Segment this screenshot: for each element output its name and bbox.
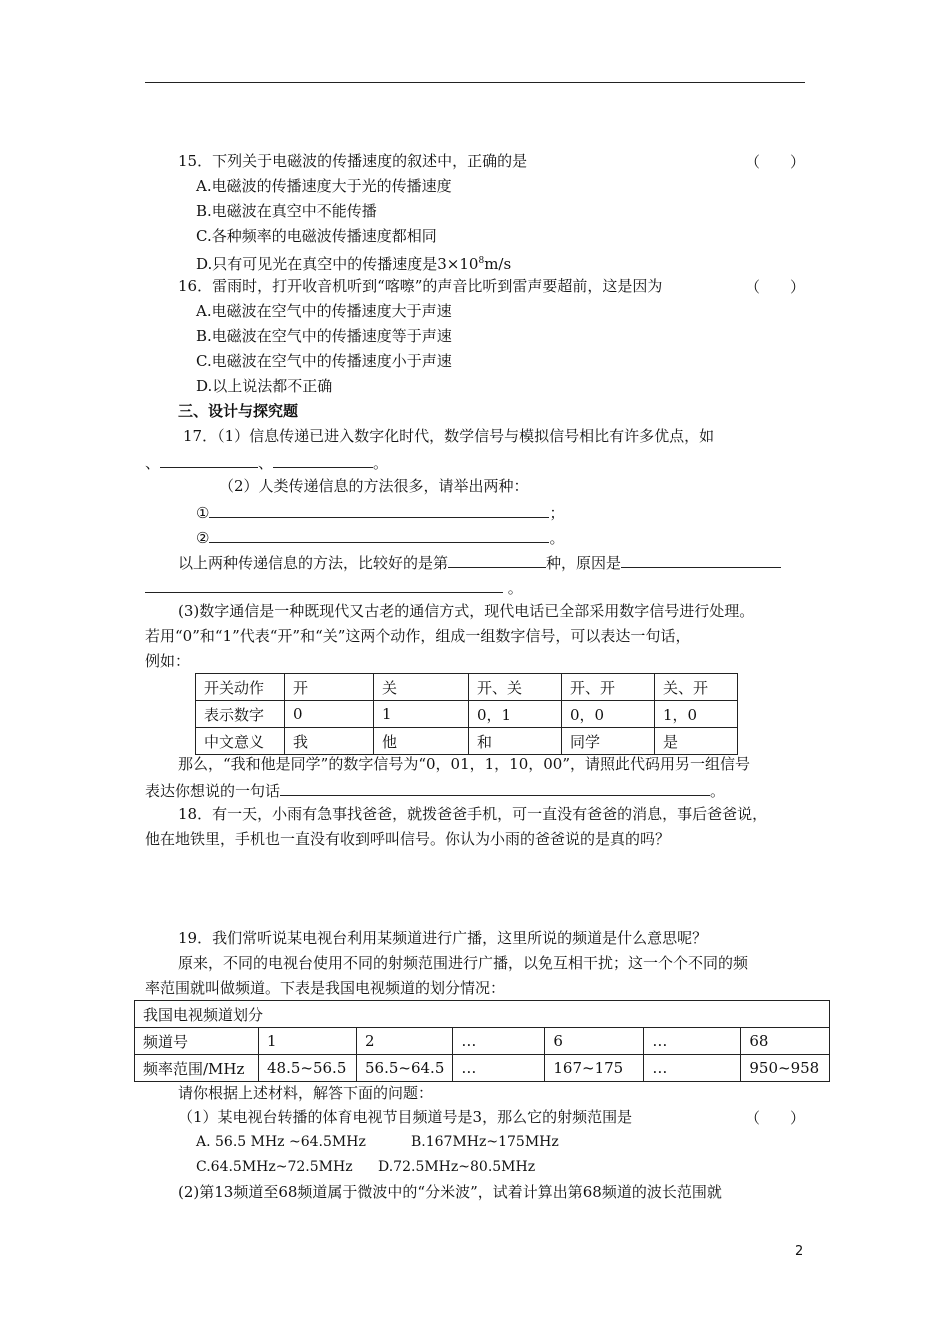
q16-answer-paren: （ ） [745, 278, 806, 296]
q19-option-b: B.167MHz~175MHz [411, 1134, 559, 1150]
q19-option-a: A. 56.5 MHz ~64.5MHz [196, 1134, 366, 1150]
q19-ask: 请你根据上述材料，解答下面的问题： [178, 1084, 434, 1102]
table-cell: 1 [374, 701, 469, 728]
q16-option-d: D.以上说法都不正确 [196, 377, 333, 395]
q17-blank-method-2[interactable] [209, 526, 549, 543]
table-cell: 同学 [562, 728, 655, 755]
q17-blank-advantage-2[interactable] [273, 451, 373, 468]
q17-blank-sentence[interactable] [280, 779, 710, 796]
q17-compare-end: 。 [507, 579, 523, 597]
table-cell: 频率范围/MHz [135, 1055, 259, 1082]
q17-method-1-end: ； [549, 504, 565, 522]
q15-option-a: A.电磁波的传播速度大于光的传播速度 [196, 177, 452, 195]
table-cell: … [644, 1028, 741, 1055]
q17-method-2-marker: ② [196, 529, 210, 547]
table-cell: 他 [374, 728, 469, 755]
q19-option-c: C.64.5MHz~72.5MHz [196, 1159, 353, 1175]
q15-option-c: C.各种频率的电磁波传播速度都相同 [196, 227, 437, 245]
table-cell: 开、开 [562, 674, 655, 701]
q19-sub2: (2)第13频道至68频道属于微波中的“分米波”，试着计算出第68频道的波长范围就 [178, 1183, 722, 1201]
q19-option-d: D.72.5MHz~80.5MHz [378, 1159, 536, 1175]
q17-part2: （2）人类传递信息的方法很多，请举出两种： [219, 477, 529, 495]
q17-sep-2: 、 [258, 454, 274, 472]
q19-stem: 19．我们常听说某电视台利用某频道进行广播，这里所说的频道是什么意思呢？ [178, 929, 708, 947]
table-cell: 1 [259, 1028, 357, 1055]
table-cell: 开、关 [469, 674, 562, 701]
page-number: 2 [795, 1244, 804, 1259]
table-cell: 68 [741, 1028, 830, 1055]
q16-stem: 16．雷雨时，打开收音机听到“喀嚓”的声音比听到雷声要超前，这是因为 [178, 277, 663, 295]
q17-method-1-marker: ① [196, 504, 210, 522]
q19-sub1-answer-paren: （ ） [745, 1109, 806, 1127]
table-cell: 0，1 [469, 701, 562, 728]
q15-option-d-exponent: 8 [478, 256, 485, 266]
q17-sep-1: 、 [145, 454, 161, 472]
table-cell: 开关动作 [196, 674, 285, 701]
q17-part3-line1: (3)数字通信是一种既现代又古老的通信方式，现代电话已全部采用数字信号进行处理。 [178, 602, 755, 620]
q17-part3-line3: 例如： [145, 652, 191, 670]
q17-method-1 [196, 501, 564, 523]
table-cell: 6 [545, 1028, 644, 1055]
q19-para-line2: 率范围就叫做频道。下表是我国电视频道的划分情况： [145, 979, 506, 997]
q15-option-b: B.电磁波在真空中不能传播 [196, 202, 377, 220]
table-title-cell: 我国电视频道划分 [135, 1001, 830, 1028]
q17-blank-reason-2[interactable] [145, 576, 503, 593]
q17-signal-table [195, 673, 738, 755]
table-cell: 950~958 [741, 1055, 830, 1082]
table-cell: 167~175 [545, 1055, 644, 1082]
q17-compare-text-b: 种，原因是 [546, 554, 622, 572]
table-cell: 开 [285, 674, 374, 701]
q17-part4-line1: 那么，“我和他是同学”的数字信号为“0，01，1，10，00”，请照此代码用另一组信号 [178, 755, 751, 773]
table-cell: 我 [285, 728, 374, 755]
q17-part1: 17．（1）信息传递已进入数字化时代，数学信号与模拟信号相比有许多优点，如 [183, 427, 715, 445]
table-cell: 0 [285, 701, 374, 728]
q17-compare-text-a: 以上两种传递信息的方法，比较好的是第 [178, 554, 449, 572]
table-row [135, 1028, 830, 1055]
q19-channel-table [134, 1000, 830, 1082]
table-cell: 是 [655, 728, 738, 755]
table-cell: … [644, 1055, 741, 1082]
table-row [196, 728, 738, 755]
q17-part1-blanks [145, 451, 388, 473]
q17-blank-advantage-1[interactable] [160, 451, 258, 468]
q19-para-line1: 原来，不同的电视台使用不同的射频范围进行广播，以免互相干扰；这一个个不同的频 [178, 954, 749, 972]
q15-option-d-text: D.只有可见光在真空中的传播速度是3×10 [196, 255, 479, 273]
q17-part4-text: 表达你想说的一句话 [145, 782, 281, 800]
table-cell: 0，0 [562, 701, 655, 728]
q17-method-2 [196, 526, 564, 548]
header-rule [145, 82, 805, 83]
q17-method-2-end: 。 [549, 529, 565, 547]
table-cell: 56.5~64.5 [357, 1055, 453, 1082]
q16-option-a: A.电磁波在空气中的传播速度大于声速 [196, 302, 452, 320]
q18-line1: 18．有一天，小雨有急事找爸爸，就拨爸爸手机，可一直没有爸爸的消息，事后爸爸说， [178, 805, 768, 823]
section-heading: 三、设计与探究题 [178, 402, 299, 420]
table-row [135, 1055, 830, 1082]
q19-sub1: （1）某电视台转播的体育电视节目频道号是3，那么它的射频范围是 [178, 1108, 633, 1126]
q17-blank-reason-1[interactable] [621, 551, 781, 568]
table-cell: 1，0 [655, 701, 738, 728]
table-cell: 和 [469, 728, 562, 755]
table-cell: 2 [357, 1028, 453, 1055]
table-row [196, 674, 738, 701]
q17-part4-line2 [145, 779, 725, 801]
q17-part4-end: 。 [710, 782, 726, 800]
q15-option-d [196, 251, 511, 274]
q18-line2: 他在地铁里，手机也一直没有收到呼叫信号。你认为小雨的爸爸说的是真的吗？ [145, 830, 671, 848]
q16-option-b: B.电磁波在空气中的传播速度等于声速 [196, 327, 452, 345]
table-cell: 48.5~56.5 [259, 1055, 357, 1082]
table-row [196, 701, 738, 728]
table-cell: 频道号 [135, 1028, 259, 1055]
q15-option-d-unit: m/s [484, 255, 512, 273]
q15-stem: 15．下列关于电磁波的传播速度的叙述中，正确的是 [178, 152, 528, 170]
q17-sep-3: 。 [373, 454, 389, 472]
table-cell: … [453, 1055, 545, 1082]
table-cell: … [453, 1028, 545, 1055]
q16-option-c: C.电磁波在空气中的传播速度小于声速 [196, 352, 452, 370]
q17-compare-cont [145, 576, 523, 598]
q17-part3-line2: 若用“0”和“1”代表“开”和“关”这两个动作，组成一组数字信号，可以表达一句话， [145, 627, 691, 645]
table-cell: 关 [374, 674, 469, 701]
table-cell: 中文意义 [196, 728, 285, 755]
table-row [135, 1001, 830, 1028]
table-cell: 关、开 [655, 674, 738, 701]
q17-blank-better-method[interactable] [448, 551, 546, 568]
q15-answer-paren: （ ） [745, 153, 806, 171]
q17-compare [178, 551, 781, 573]
table-cell: 表示数字 [196, 701, 285, 728]
q17-blank-method-1[interactable] [209, 501, 549, 518]
